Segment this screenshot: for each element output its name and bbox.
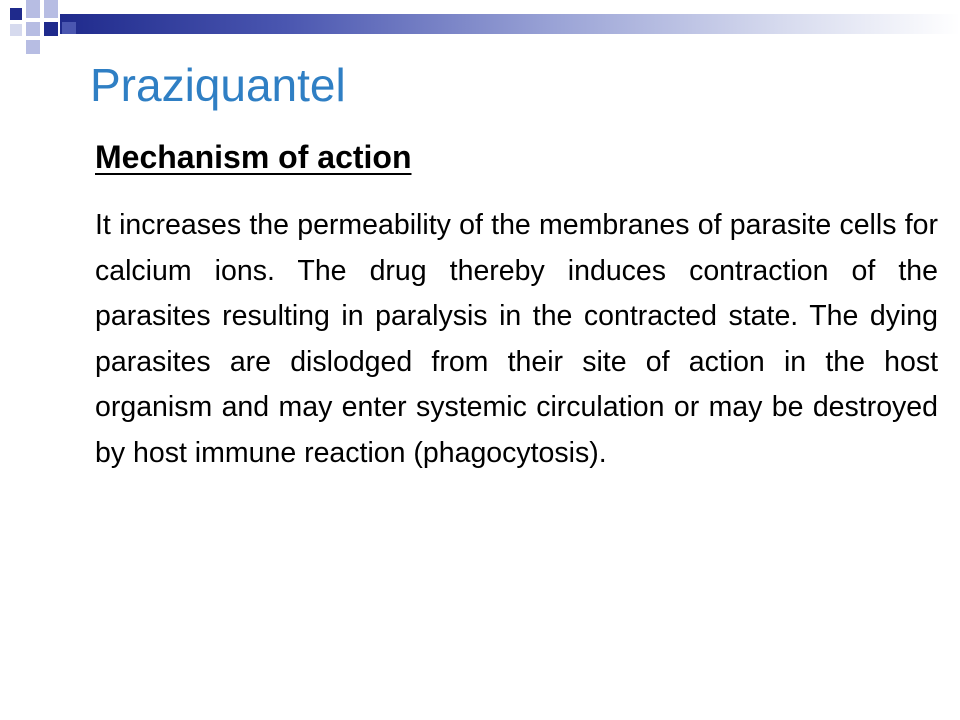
square-pale — [10, 24, 22, 36]
body-paragraph: It increases the permeability of the membranes of parasite cells for calcium ions. The drug thereby induces contraction of the parasites resulting in paralysis in the contracted state. The dying parasites are dislodged from their site of action in the host organism and may enter systemic circulation or may be destroyed by host immune reaction (phagocytosis). — [95, 209, 938, 469]
section-heading: Mechanism of action — [95, 139, 412, 175]
square-mid — [62, 22, 76, 34]
square-light — [44, 0, 58, 18]
header-gradient-bar — [60, 14, 960, 34]
square-light — [26, 0, 40, 18]
square-light — [26, 40, 40, 54]
square-dark — [44, 22, 58, 36]
square-light — [26, 22, 40, 36]
square-dark — [10, 8, 22, 20]
slide-title: Praziquantel — [90, 59, 346, 111]
